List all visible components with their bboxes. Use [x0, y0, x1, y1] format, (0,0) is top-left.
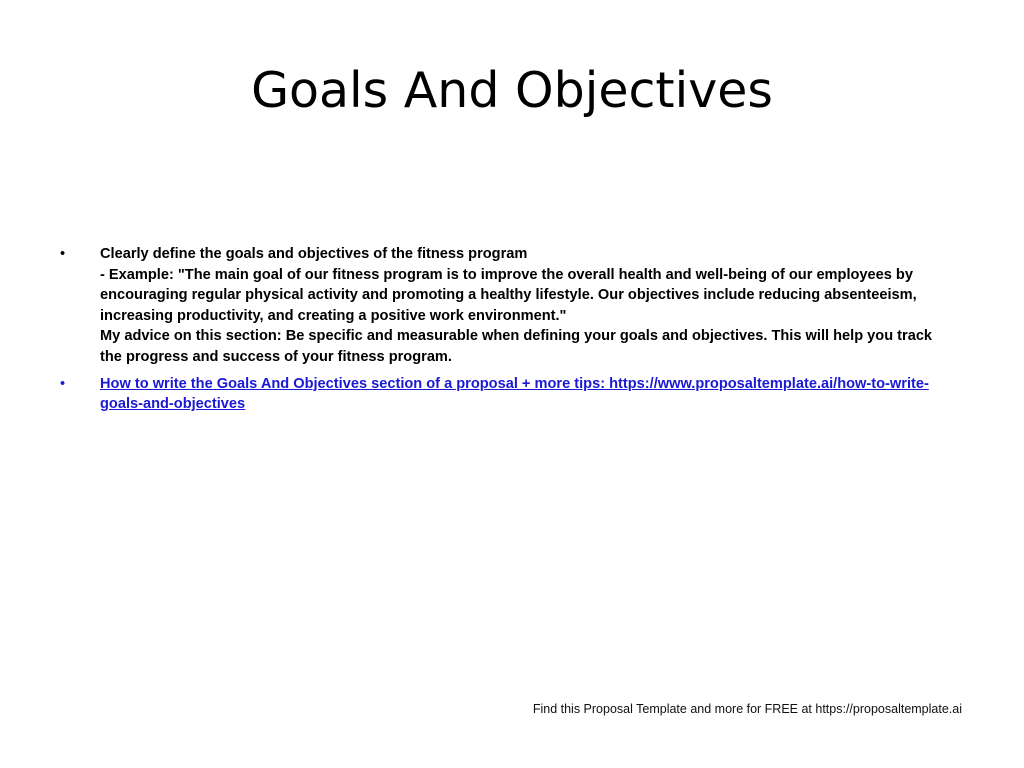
bullet-advice: My advice on this section: Be specific and measurable when defining your goals and objectives. This will help you track the progress and success of your fitness program.: [100, 328, 933, 365]
slide-content: [60, 244, 940, 421]
bullet-marker: •: [60, 246, 66, 262]
bullet-example: - Example: "The main goal of our fitness program is to improve the overall health and well-being of our employees by encouraging regular physical activity and promoting a healthy lifestyle. Our objectives include reducing absenteeism, increasing productivity, and creating a positive work environment.": [100, 266, 917, 324]
bullet-item-link: [60, 374, 940, 415]
bullet-marker: •: [60, 375, 66, 392]
bullet-item-goals: [60, 244, 940, 368]
bullet-list: [60, 244, 940, 415]
bullet-heading: Clearly define the goals and objectives of the fitness program: [100, 246, 528, 262]
footer-note: Find this Proposal Template and more for FREE at https://proposaltemplate.ai: [532, 702, 962, 716]
slide-title: Goals And Objectives: [251, 62, 773, 119]
tips-link[interactable]: How to write the Goals And Objectives section of a proposal + more tips: https://www.proposaltemplate.ai/how-to-write-goals-and-objectives: [100, 375, 929, 413]
